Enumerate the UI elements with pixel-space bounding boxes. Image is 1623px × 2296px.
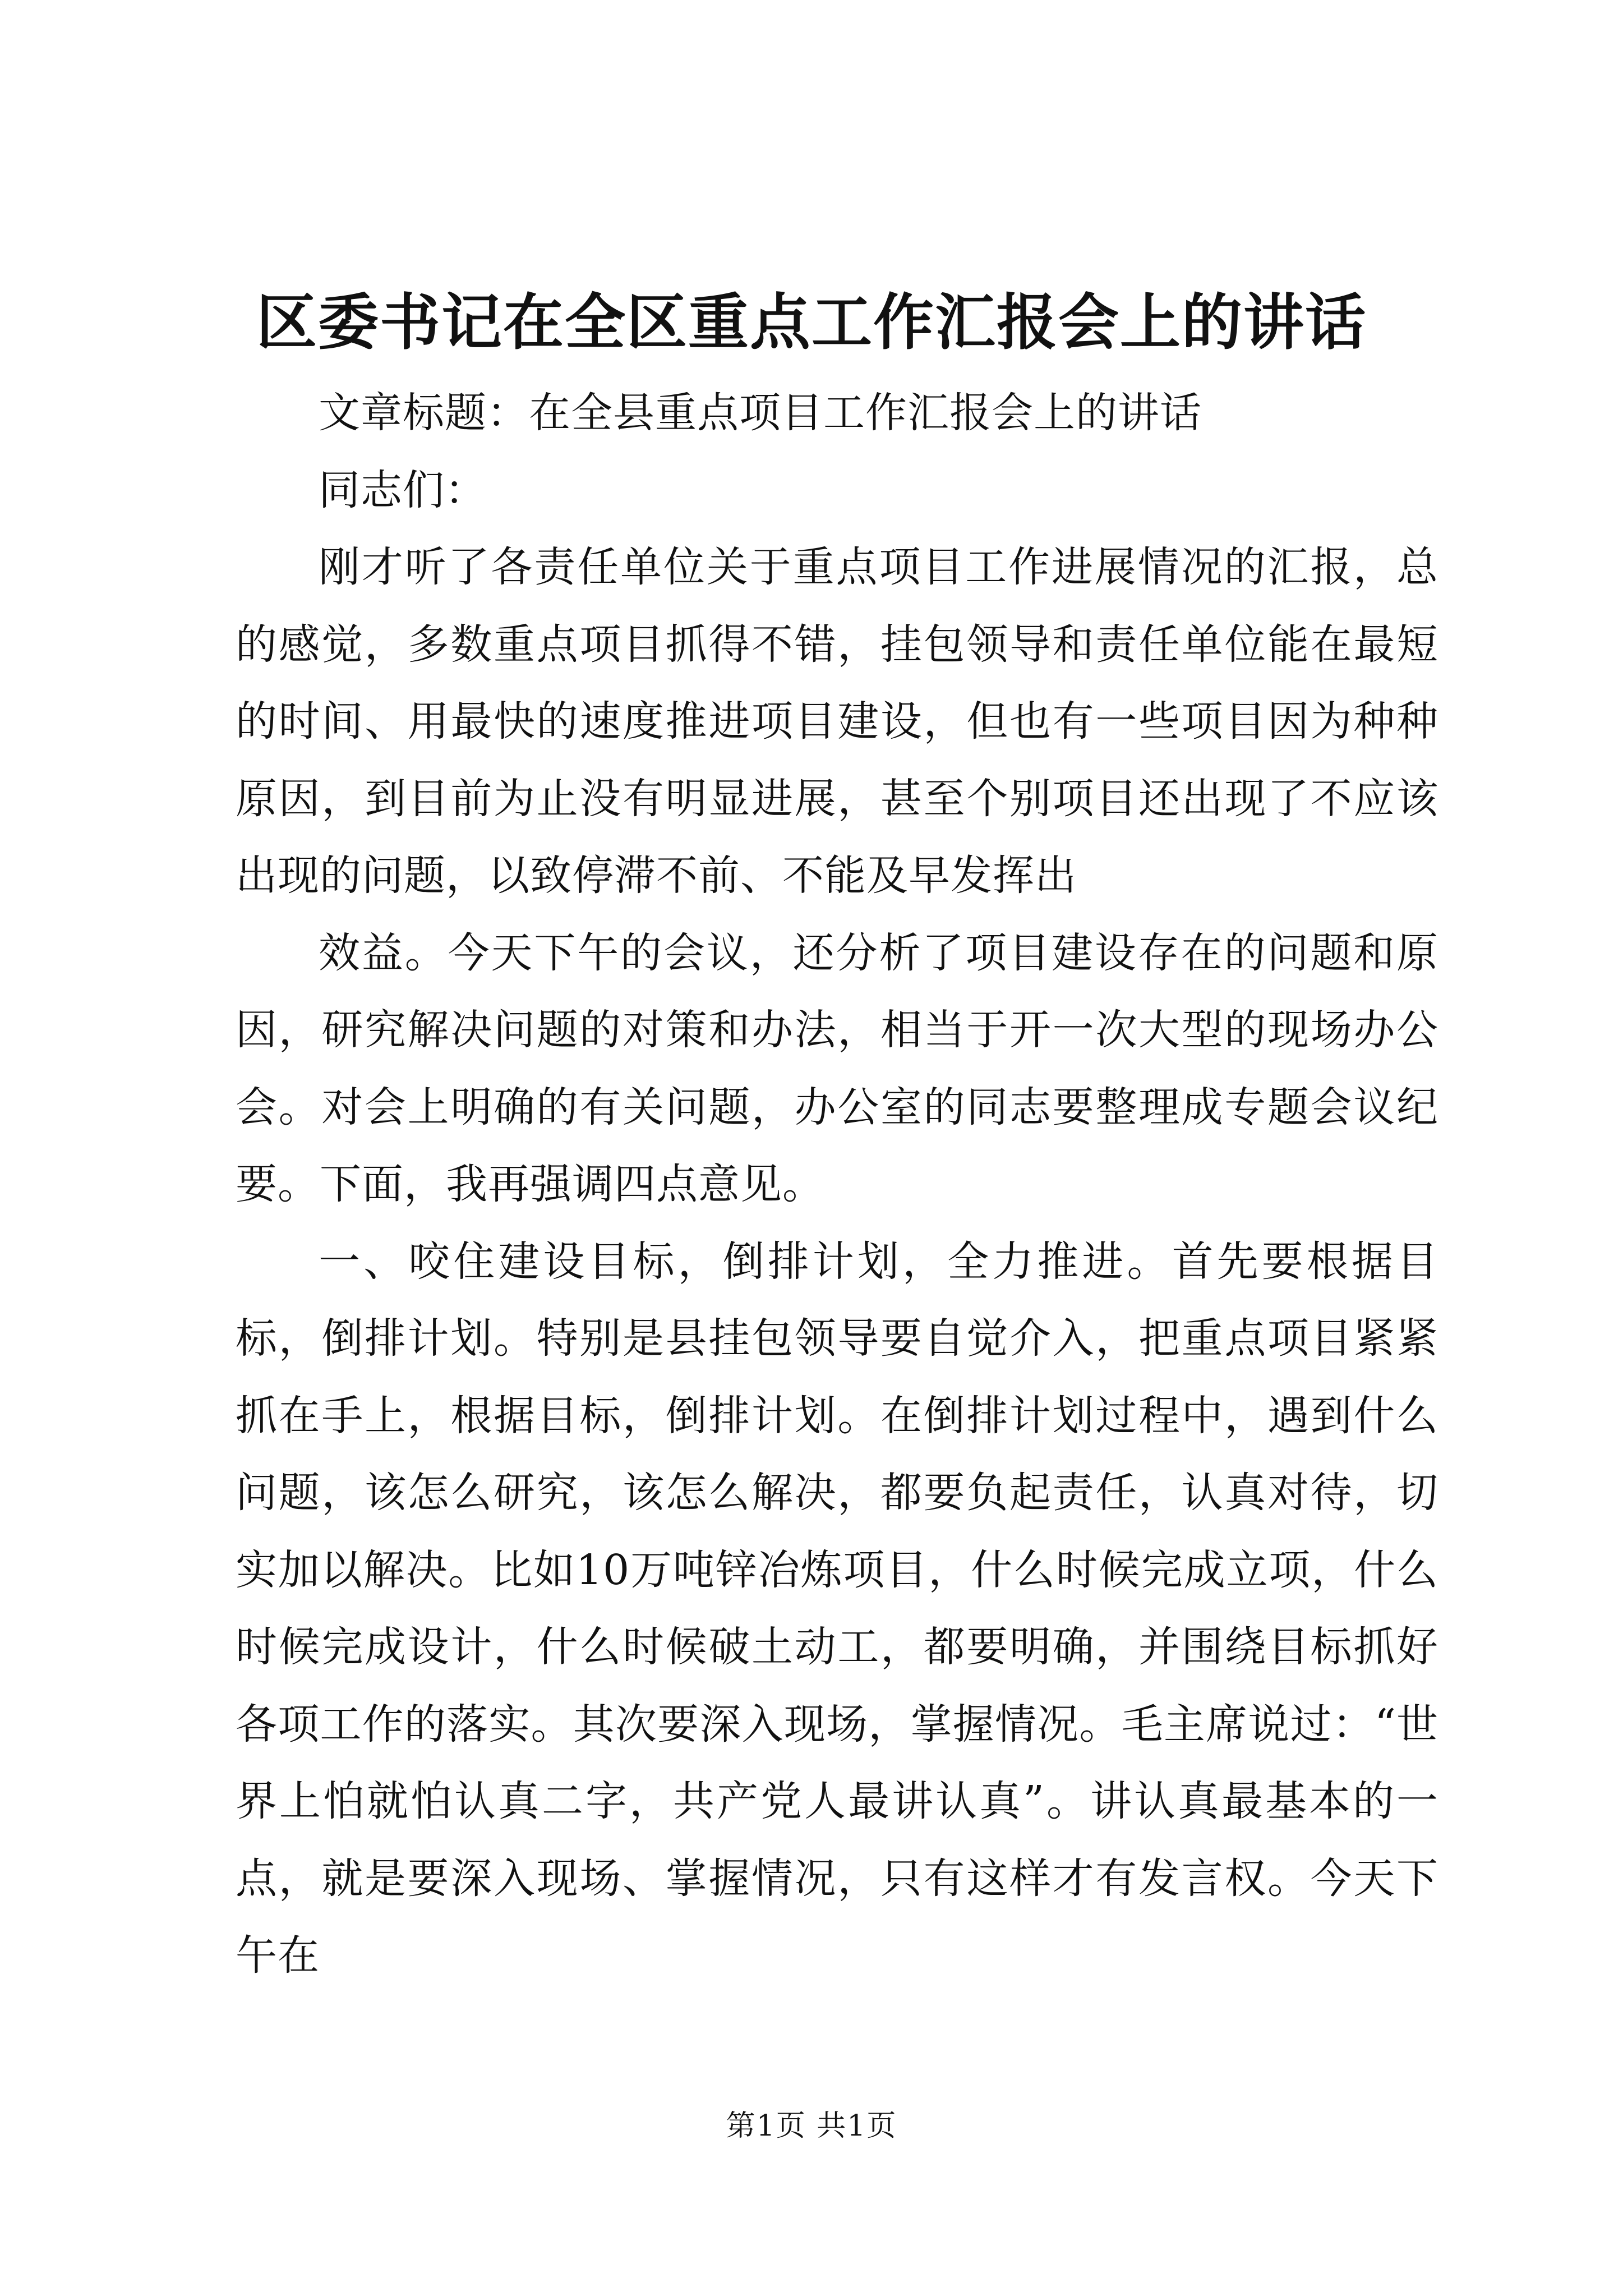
page-footer: 第1页 共1页 — [726, 2109, 897, 2143]
salutation: 同志们： — [319, 466, 487, 514]
article-title-line: 文章标题：在全县重点项目工作汇报会上的讲话 — [319, 389, 1202, 437]
document-title: 区委书记在全区重点工作汇报会上的讲话 — [256, 287, 1367, 358]
paragraph-intro: 刚才听了各责任单位关于重点项目工作进展情况的汇报，总的感觉，多数重点项目抓得不错，挂包领导和责任单位能在最短的时间、用最快的速度推进项目建设，但也有一些项目因为种种原因，到目前为止没有明显进展，甚至个别项目还出现了不应该出现的问题，以致停滞不前、不能及早发挥出 — [236, 543, 1438, 900]
paragraph-meeting: 效益。今天下午的会议，还分析了项目建设存在的问题和原因，研究解决问题的对策和办法，相当于开一次大型的现场办公会。对会上明确的有关问题，办公室的同志要整理成专题会议纪要。下面，我再强调四点意见。 — [236, 928, 1438, 1208]
document-body — [236, 375, 1438, 1995]
paragraph-point-one: 一、咬住建设目标，倒排计划，全力推进。首先要根据目标，倒排计划。特别是县挂包领导要自觉介入，把重点项目紧紧抓在手上，根据目标，倒排计划。在倒排计划过程中，遇到什么问题，该怎么研究，该怎么解决，都要负起责任，认真对待，切实加以解决。比如10万吨锌冶炼项目，什么时候完成立项，什么时候完成设计，什么时候破土动工，都要明确，并围绕目标抓好各项工作的落实。其次要深入现场，掌握情况。毛主席说过：“世界上怕就怕认真二字，共产党人最讲认真”。讲认真最基本的一点，就是要深入现场、掌握情况，只有这样才有发言权。今天下午在 — [236, 1237, 1438, 1980]
